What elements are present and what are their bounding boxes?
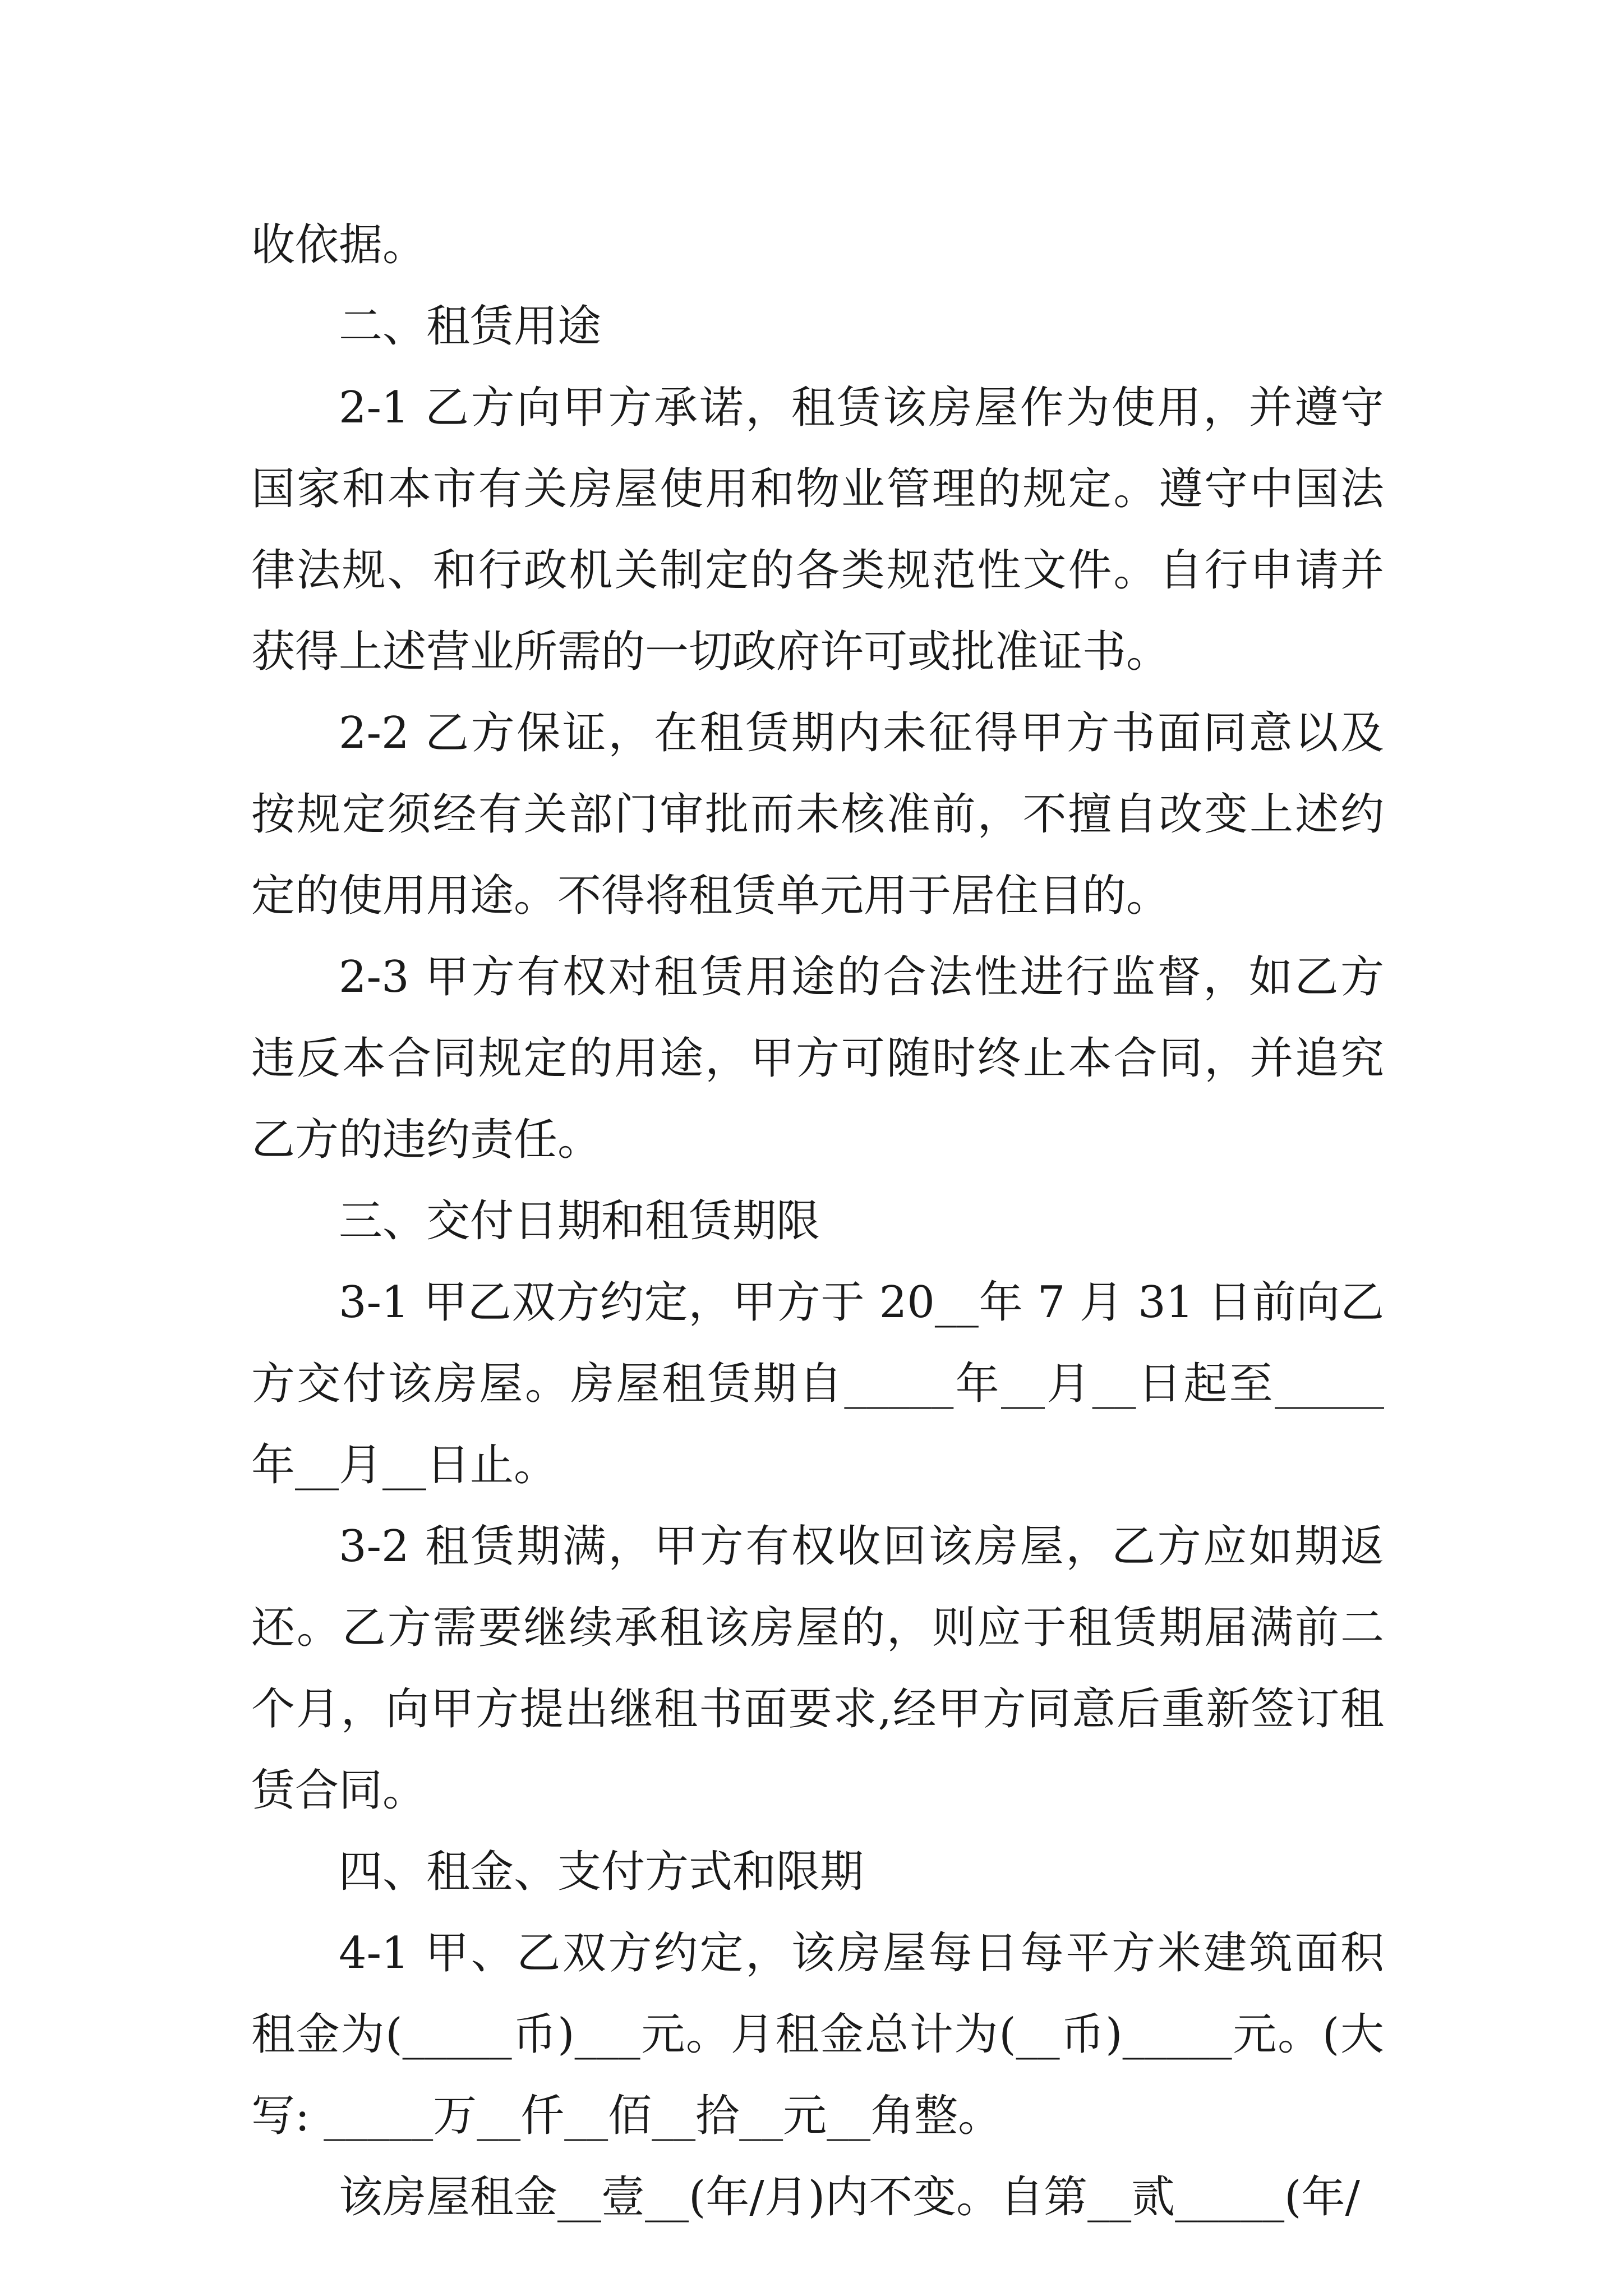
section-heading-2: 二、租赁用途 — [339, 301, 602, 352]
clause-2-3: 2-3 甲方有权对租赁用途的合法性进行监督，如乙方违反本合同规定的用途，甲方可随时终止本合同，并追究乙方的违约责任。 — [251, 952, 1384, 1165]
clause-4-1: 4-1 甲、乙双方约定，该房屋每日每平方米建筑面积租金为(_____币)___元。月租金总计为(__币)_____元。(大写: _____万__仟__佰__拾__元__角整。 — [251, 1928, 1384, 2141]
paragraph-continuation: 收依据。 — [251, 220, 427, 270]
clause-4-1-continued: 该房屋租金__壹__(年/月)内不变。自第__贰_____(年/ — [339, 2172, 1360, 2223]
clause-3-2: 3-2 租赁期满，甲方有权收回该房屋，乙方应如期返还。乙方需要继续承租该房屋的，则应于租赁期届满前二个月，向甲方提出继租书面要求,经甲方同意后重新签订租赁合同。 — [251, 1521, 1384, 1816]
section-heading-3: 三、交付日期和租赁期限 — [339, 1196, 820, 1246]
section-heading-4: 四、租金、支付方式和限期 — [339, 1847, 864, 1897]
clause-2-1: 2-1 乙方向甲方承诺，租赁该房屋作为使用，并遵守国家和本市有关房屋使用和物业管理的规定。遵守中国法律法规、和行政机关制定的各类规范性文件。自行申请并获得上述营业所需的一切政府许可或批准证书。 — [251, 383, 1384, 677]
clause-2-2: 2-2 乙方保证，在租赁期内未征得甲方书面同意以及按规定须经有关部门审批而未核准前，不擅自改变上述约定的使用用途。不得将租赁单元用于居住目的。 — [251, 708, 1384, 921]
clause-3-1: 3-1 甲乙双方约定，甲方于 20__年 7 月 31 日前向乙方交付该房屋。房屋租赁期自_____年__月__日起至_____年__月__日止。 — [251, 1277, 1384, 1490]
document-body — [251, 205, 1384, 2238]
